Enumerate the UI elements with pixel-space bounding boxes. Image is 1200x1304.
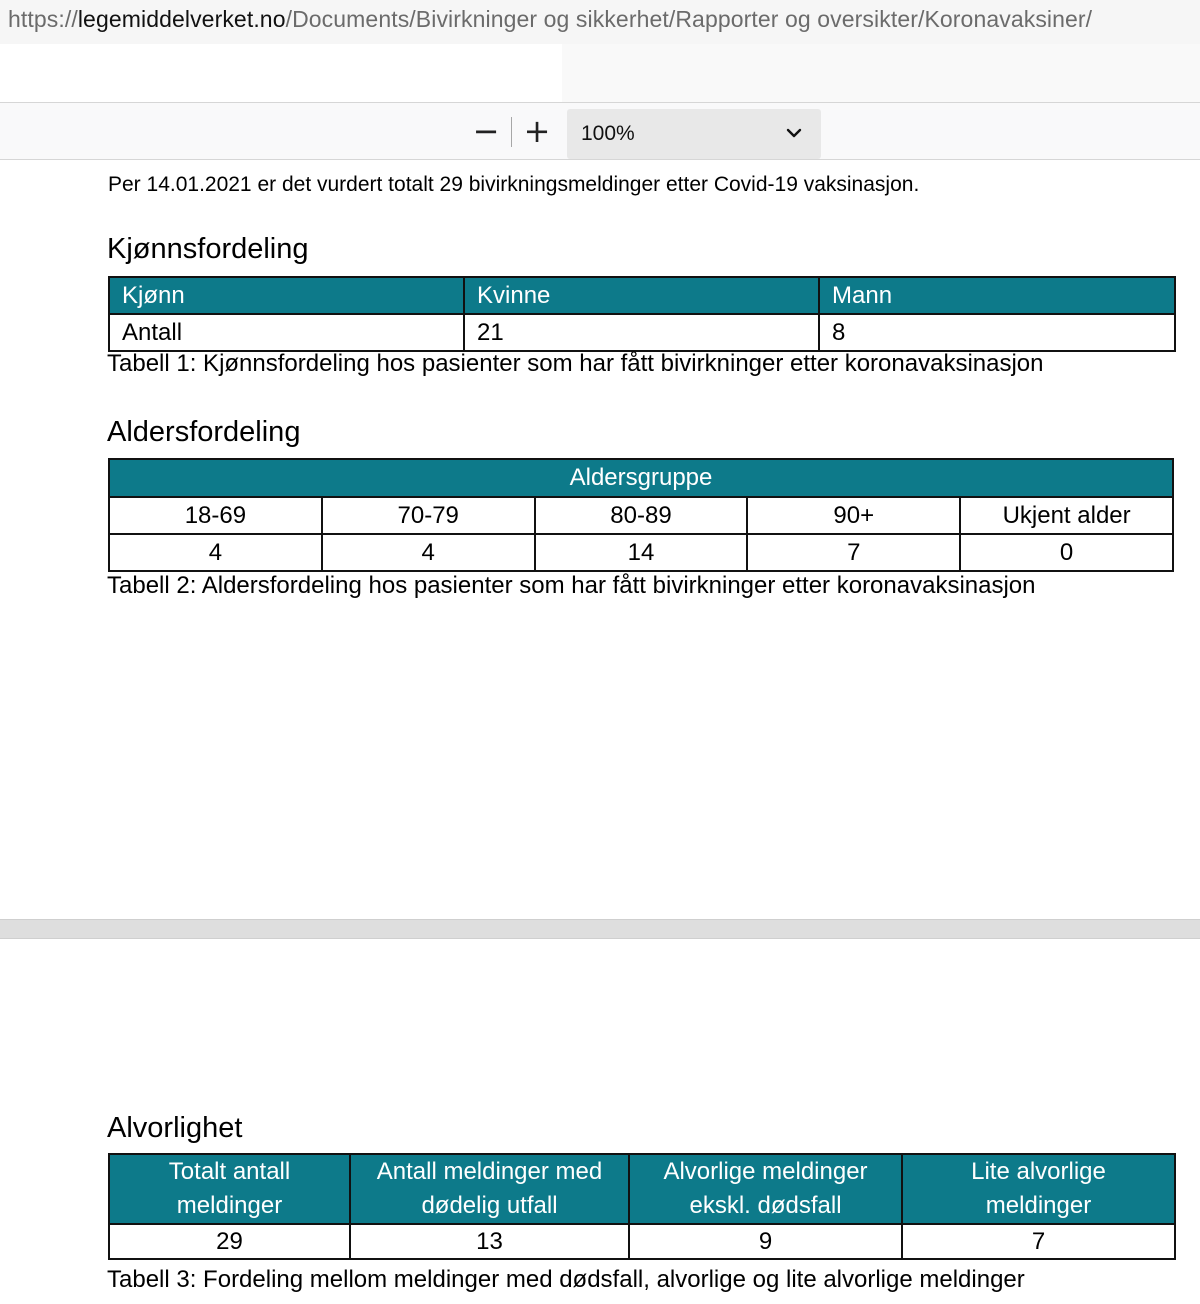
page-separator <box>0 919 1200 939</box>
chevron-down-icon <box>785 124 803 142</box>
table-row <box>109 497 1173 534</box>
table-cell: 70-79 <box>322 497 535 534</box>
table-caption-3: Tabell 3: Fordeling mellom meldinger med dødsfall, alvorlige og lite alvorlige meldinger <box>107 1266 1025 1293</box>
gender-table <box>108 276 1176 352</box>
pdf-page-2 <box>0 939 1200 1304</box>
table-cell: 7 <box>902 1224 1175 1259</box>
table-cell: Antall <box>109 314 464 351</box>
zoom-separator <box>511 117 512 147</box>
blank-area <box>0 44 1200 102</box>
table-row <box>109 314 1175 351</box>
table-cell: 13 <box>350 1224 629 1259</box>
table-cell: 80-89 <box>535 497 748 534</box>
zoom-out-button[interactable]: − <box>468 109 504 153</box>
table-cell: 14 <box>535 534 748 571</box>
table-row <box>109 1224 1175 1259</box>
table-header-cell: Kvinne <box>464 277 819 314</box>
table-group-header-row <box>109 459 1173 497</box>
table-cell: 29 <box>109 1224 350 1259</box>
table-cell: 4 <box>109 534 322 571</box>
table-cell: 9 <box>629 1224 902 1259</box>
intro-text: Per 14.01.2021 er det vurdert totalt 29 bivirkningsmeldinger etter Covid-19 vaksinasjon. <box>108 173 920 196</box>
table-caption-1: Tabell 1: Kjønnsfordeling hos pasienter som har fått bivirkninger etter koronavaksinasjon <box>107 350 1044 377</box>
table-cell: 18-69 <box>109 497 322 534</box>
table-cell: 7 <box>747 534 960 571</box>
url-prefix: https:// <box>8 6 78 32</box>
url-text[interactable] <box>8 6 1092 33</box>
pdf-page-1 <box>0 161 1200 919</box>
table-cell: 4 <box>322 534 535 571</box>
table-header-cell: Kjønn <box>109 277 464 314</box>
pdf-toolbar <box>0 102 1200 160</box>
table-caption-2: Tabell 2: Aldersfordeling hos pasienter som har fått bivirkninger etter koronavaksinasjon <box>107 572 1036 599</box>
url-domain: legemiddelverket.no <box>77 6 286 32</box>
table-cell: Ukjent alder <box>960 497 1173 534</box>
table-cell: 8 <box>819 314 1175 351</box>
age-table <box>108 458 1174 572</box>
table-header-row <box>109 277 1175 314</box>
table-group-header: Aldersgruppe <box>109 459 1173 497</box>
zoom-value: 100% <box>581 122 635 145</box>
address-bar[interactable] <box>0 0 1200 44</box>
table-header-cell: Totalt antall meldinger <box>109 1154 350 1224</box>
table-cell: 21 <box>464 314 819 351</box>
table-header-cell: Alvorlige meldinger ekskl. dødsfall <box>629 1154 902 1224</box>
section-heading-age: Aldersfordeling <box>107 416 301 448</box>
table-header-cell: Lite alvorlige meldinger <box>902 1154 1175 1224</box>
table-cell: 0 <box>960 534 1173 571</box>
table-row <box>109 534 1173 571</box>
url-path: /Documents/Bivirkninger og sikkerhet/Rapporter og oversikter/Koronavaksiner/ <box>285 6 1093 32</box>
table-cell: 90+ <box>747 497 960 534</box>
section-heading-gender: Kjønnsfordeling <box>107 233 309 265</box>
table-header-cell: Antall meldinger med dødelig utfall <box>350 1154 629 1224</box>
section-heading-severity: Alvorlighet <box>107 1112 243 1144</box>
table-header-row <box>109 1154 1175 1224</box>
zoom-select[interactable] <box>567 109 821 159</box>
severity-table <box>108 1153 1176 1260</box>
table-header-cell: Mann <box>819 277 1175 314</box>
zoom-in-button[interactable]: + <box>519 109 555 153</box>
